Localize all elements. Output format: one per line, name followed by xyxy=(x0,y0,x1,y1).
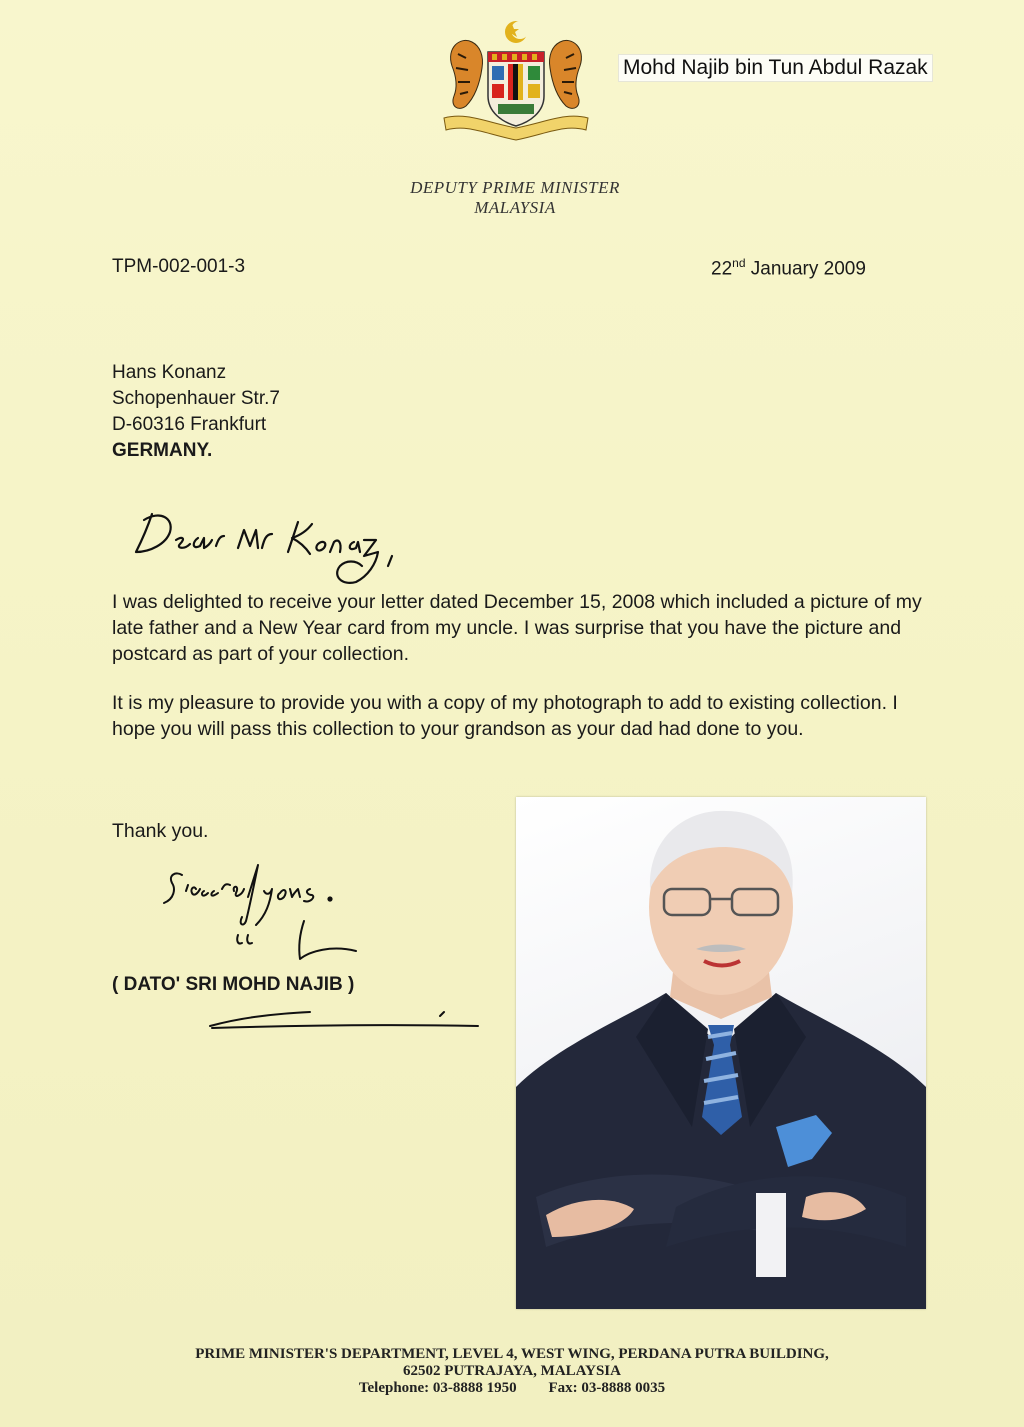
closing-thanks: Thank you. xyxy=(112,820,209,842)
coat-of-arms-emblem xyxy=(436,18,596,143)
date-day: 22 xyxy=(711,258,733,280)
recipient-street: Schopenhauer Str.7 xyxy=(112,388,280,409)
handwritten-salutation xyxy=(130,500,420,590)
signatory-name: ( DATO' SRI MOHD NAJIB ) xyxy=(112,974,355,995)
portrait-photograph xyxy=(516,797,926,1309)
recipient-country: GERMANY. xyxy=(112,440,213,461)
recipient-address xyxy=(112,360,280,464)
name-label: Mohd Najib bin Tun Abdul Razak xyxy=(618,54,933,82)
reference-number: TPM-002-001-3 xyxy=(112,256,246,277)
handwritten-closing-signature xyxy=(160,855,370,970)
footer-contacts xyxy=(100,1380,924,1397)
portrait-illustration xyxy=(516,797,926,1309)
office-title-line1: DEPUTY PRIME MINISTER xyxy=(410,178,620,197)
letterhead-footer xyxy=(100,1346,924,1397)
date-month-year: January 2009 xyxy=(745,258,866,280)
office-title-line2: MALAYSIA xyxy=(474,198,556,217)
office-title xyxy=(340,178,690,218)
body-paragraph-2: It is my pleasure to provide you with a copy of my photograph to add to existing collection. I hope you will pass this collection to your grandson as your dad had done to you. xyxy=(112,692,898,740)
recipient-city: D-60316 Frankfurt xyxy=(112,414,267,435)
date-suffix: nd xyxy=(732,256,746,270)
letter-date xyxy=(711,256,866,280)
footer-address-line1: PRIME MINISTER'S DEPARTMENT, LEVEL 4, WEST WING, PERDANA PUTRA BUILDING, xyxy=(195,1346,829,1362)
body-paragraph-1: I was delighted to receive your letter dated December 15, 2008 which included a picture of my late father and a New Year card from my uncle. I was surprise that you have the picture and postcard as part of your collection. xyxy=(112,591,922,665)
signature-underline xyxy=(200,1004,490,1038)
footer-fax: Fax: 03-8888 0035 xyxy=(548,1380,666,1396)
footer-telephone: Telephone: 03-8888 1950 xyxy=(358,1380,517,1396)
footer-address-line2: 62502 PUTRAJAYA, MALAYSIA xyxy=(403,1363,621,1379)
recipient-name: Hans Konanz xyxy=(112,362,227,383)
